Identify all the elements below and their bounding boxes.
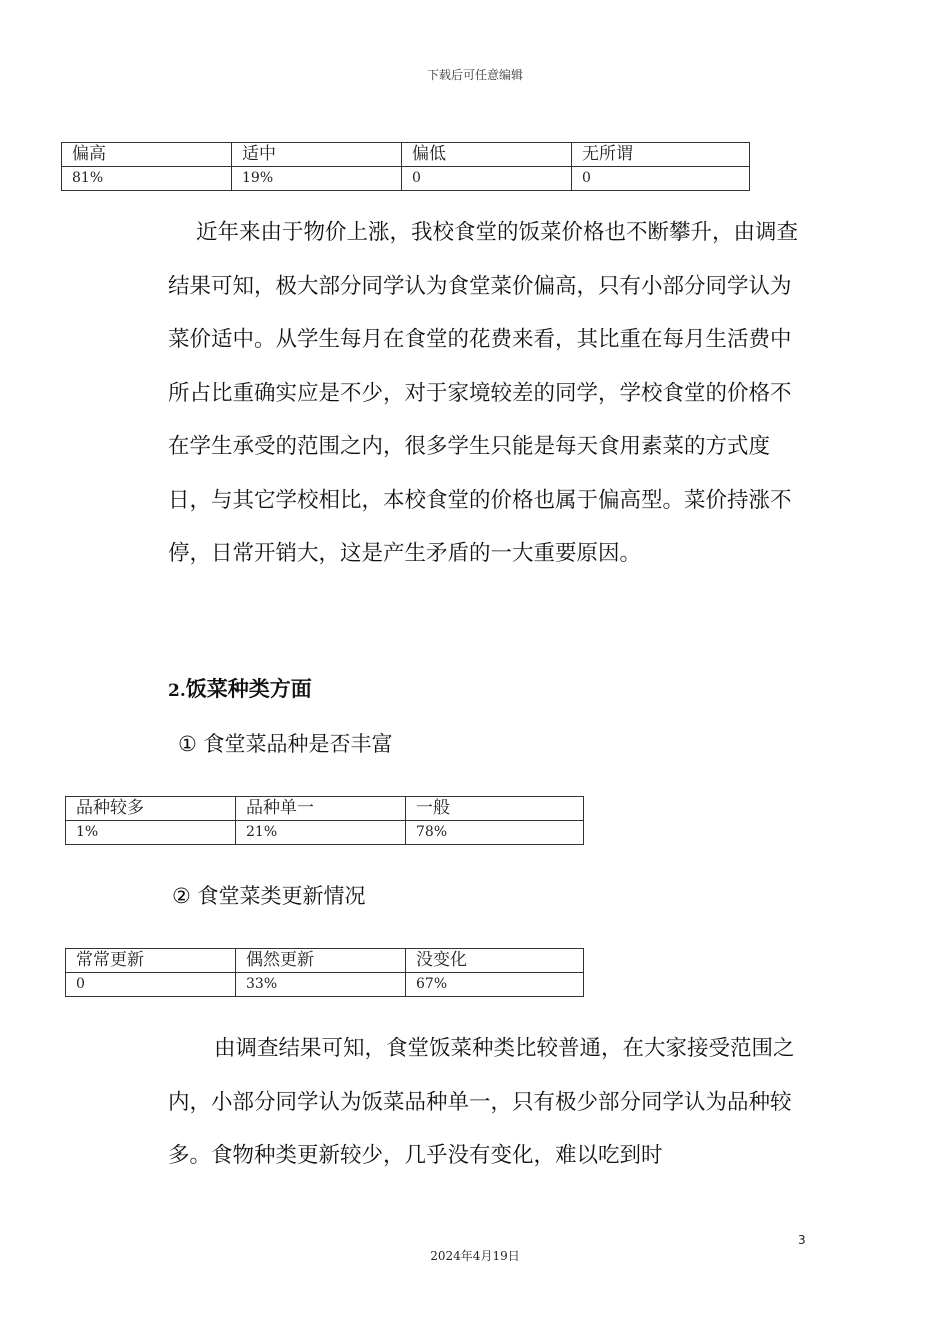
table-row bbox=[66, 973, 584, 997]
table-header-row bbox=[66, 949, 584, 973]
table-cell: 1% bbox=[66, 821, 236, 845]
variety-table bbox=[65, 796, 584, 845]
table-cell: 无所谓 bbox=[572, 143, 750, 167]
table-cell: 21% bbox=[236, 821, 406, 845]
table-cell: 81% bbox=[62, 167, 232, 191]
table-cell: 0 bbox=[402, 167, 572, 191]
table-cell: 0 bbox=[572, 167, 750, 191]
paragraph-text: 由调查结果可知，食堂饭菜种类比较普通，在大家接受范围之内，小部分同学认为饭菜品种单一，只有极少部分同学认为品种较多。食物种类更新较少，几乎没有变化，难以吃到时 bbox=[168, 1036, 795, 1168]
table-cell: 33% bbox=[236, 973, 406, 997]
table-cell: 适中 bbox=[232, 143, 402, 167]
table-row bbox=[66, 821, 584, 845]
table-cell: 偏高 bbox=[62, 143, 232, 167]
table-cell: 78% bbox=[406, 821, 584, 845]
table-cell: 偶然更新 bbox=[236, 949, 406, 973]
table-cell: 常常更新 bbox=[66, 949, 236, 973]
paragraph-text: 近年来由于物价上涨，我校食堂的饭菜价格也不断攀升，由调查结果可知，极大部分同学认为食堂菜价偏高，只有小部分同学认为菜价适中。从学生每月在食堂的花费来看，其比重在每月生活费中所占比重确实应是不少，对于家境较差的同学，学校食堂的价格不在学生承受的范围之内，很多学生只能是每天食用素菜的方式度日，与其它学校相比，本校食堂的价格也属于偏高型。菜价持涨不停，日常开销大，这是产生矛盾的一大重要原因。 bbox=[168, 220, 799, 566]
table-row bbox=[62, 167, 750, 191]
table-cell: 品种较多 bbox=[66, 797, 236, 821]
table-header-row bbox=[66, 797, 584, 821]
table-cell: 67% bbox=[406, 973, 584, 997]
paragraph-price-analysis bbox=[168, 206, 808, 581]
page-number: 3 bbox=[798, 1233, 806, 1247]
table-cell: 19% bbox=[232, 167, 402, 191]
footer-date: 2024年4月19日 bbox=[430, 1249, 520, 1263]
question-2-label: ② 食堂菜类更新情况 bbox=[172, 884, 366, 908]
question-1-label: ① 食堂菜品种是否丰富 bbox=[178, 732, 393, 756]
page-header-note: 下载后可任意编辑 bbox=[426, 68, 523, 82]
section-heading bbox=[168, 673, 312, 703]
update-frequency-table bbox=[65, 948, 584, 997]
table-header-row bbox=[62, 143, 750, 167]
section-number: 2. bbox=[168, 681, 186, 701]
section-title: 饭菜种类方面 bbox=[185, 677, 312, 701]
paragraph-variety-analysis bbox=[168, 1022, 808, 1183]
table-cell: 品种单一 bbox=[236, 797, 406, 821]
price-opinion-table bbox=[61, 142, 750, 191]
table-cell: 没变化 bbox=[406, 949, 584, 973]
table-cell: 0 bbox=[66, 973, 236, 997]
table-cell: 一般 bbox=[406, 797, 584, 821]
table-cell: 偏低 bbox=[402, 143, 572, 167]
